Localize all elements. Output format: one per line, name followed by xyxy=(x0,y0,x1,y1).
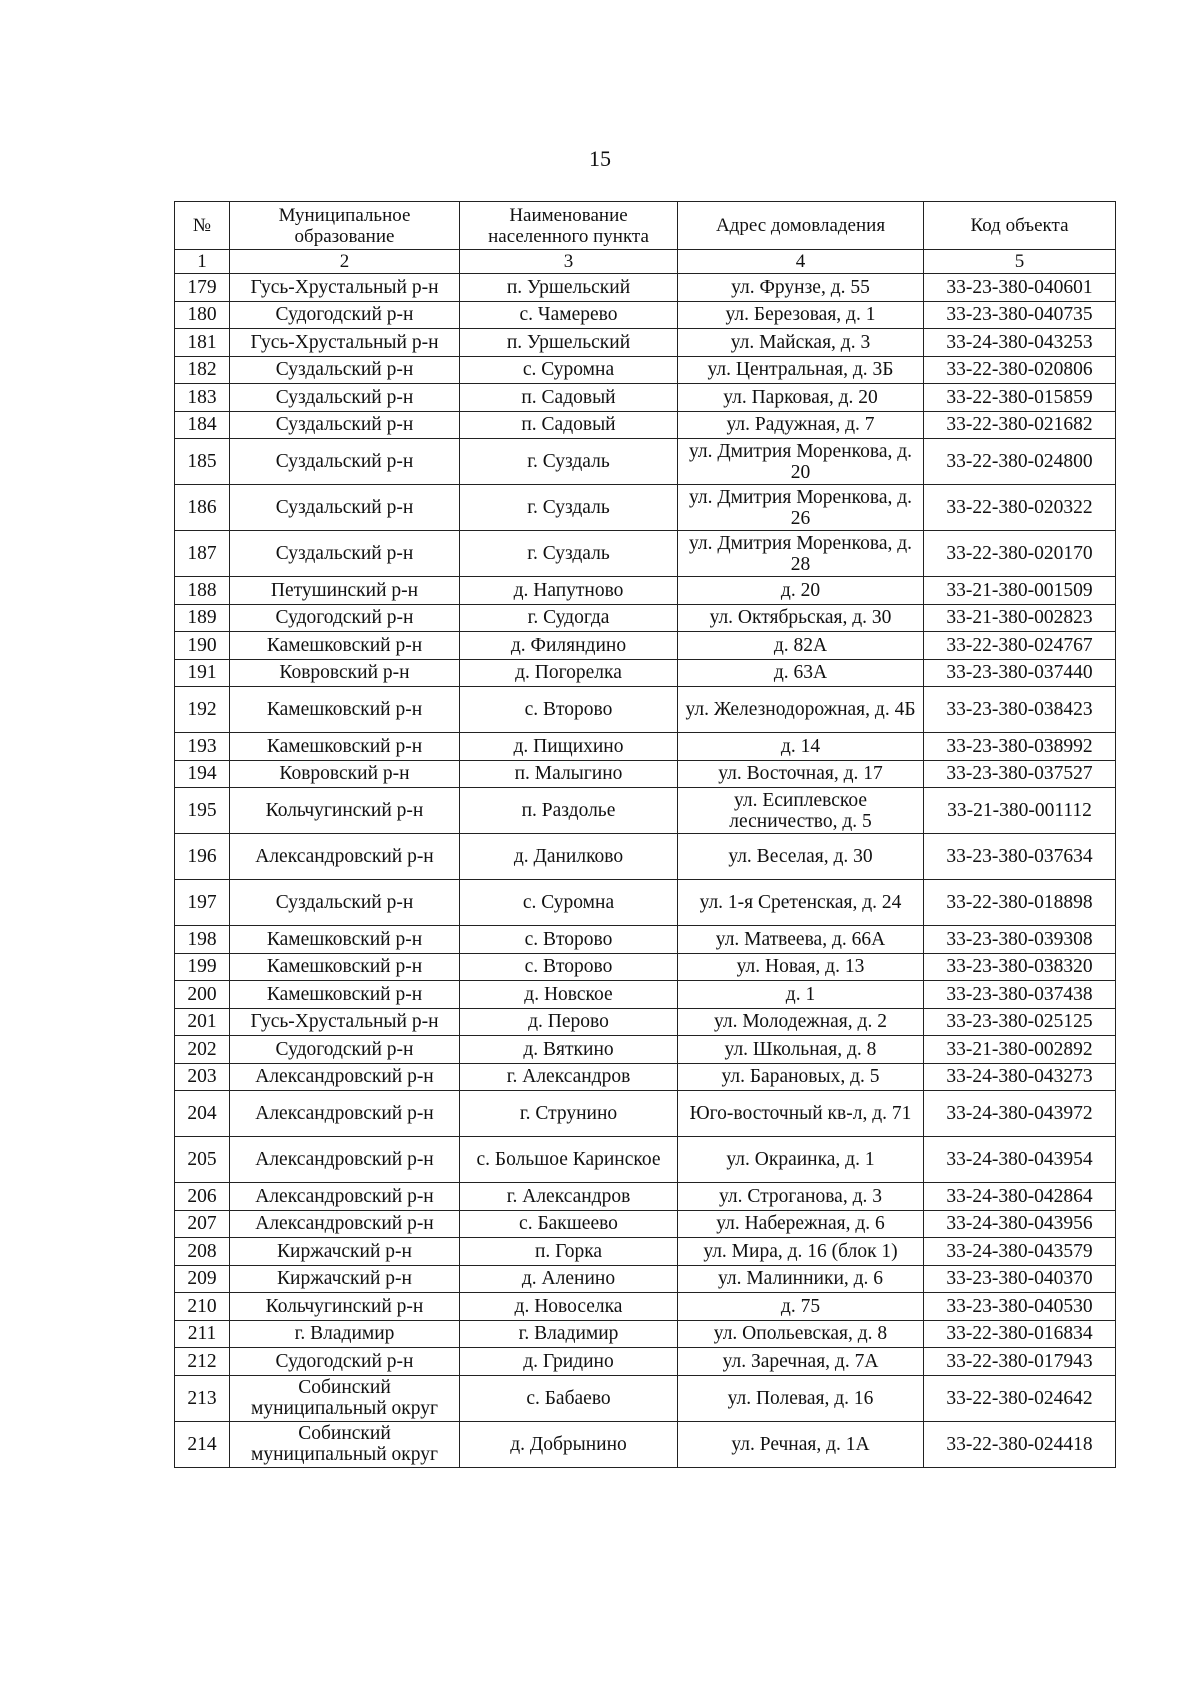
municipality-cell: Александровский р-н xyxy=(230,1210,460,1238)
object-code-cell: 33-23-380-040735 xyxy=(924,301,1116,329)
column-number: 2 xyxy=(230,250,460,274)
settlement-cell: г. Владимир xyxy=(460,1320,678,1348)
table-row xyxy=(175,384,1116,412)
object-code-cell: 33-23-380-037527 xyxy=(924,760,1116,788)
municipality-cell: Суздальский р-н xyxy=(230,439,460,485)
object-code-cell: 33-24-380-042864 xyxy=(924,1183,1116,1211)
row-number: 199 xyxy=(175,953,230,981)
settlement-cell: д. Пищихино xyxy=(460,733,678,761)
settlement-cell: п. Раздолье xyxy=(460,788,678,834)
address-cell: ул. Полевая, д. 16 xyxy=(678,1375,924,1421)
settlement-cell: д. Аленино xyxy=(460,1265,678,1293)
municipality-cell: Ковровский р-н xyxy=(230,760,460,788)
table-row xyxy=(175,1320,1116,1348)
municipality-cell: Суздальский р-н xyxy=(230,356,460,384)
table-row xyxy=(175,760,1116,788)
column-number: 3 xyxy=(460,250,678,274)
municipality-cell: Камешковский р-н xyxy=(230,687,460,733)
municipality-cell: Камешковский р-н xyxy=(230,632,460,660)
row-number: 208 xyxy=(175,1238,230,1266)
municipality-cell: Собинский муниципальный округ xyxy=(230,1375,460,1421)
settlement-cell: п. Садовый xyxy=(460,411,678,439)
settlement-cell: г. Суздаль xyxy=(460,485,678,531)
municipality-cell: Судогодский р-н xyxy=(230,1348,460,1376)
row-number: 186 xyxy=(175,485,230,531)
settlement-cell: г. Суздаль xyxy=(460,531,678,577)
row-number: 198 xyxy=(175,926,230,954)
object-code-cell: 33-23-380-037438 xyxy=(924,981,1116,1009)
settlement-cell: с. Бабаево xyxy=(460,1375,678,1421)
address-cell: ул. Парковая, д. 20 xyxy=(678,384,924,412)
header-object-code: Код объекта xyxy=(924,202,1116,250)
address-cell: ул. Малинники, д. 6 xyxy=(678,1265,924,1293)
object-code-cell: 33-22-380-024767 xyxy=(924,632,1116,660)
settlement-cell: с. Второво xyxy=(460,953,678,981)
row-number: 206 xyxy=(175,1183,230,1211)
address-cell: ул. Дмитрия Моренкова, д. 20 xyxy=(678,439,924,485)
table-row xyxy=(175,834,1116,880)
object-code-cell: 33-24-380-043273 xyxy=(924,1063,1116,1091)
row-number: 210 xyxy=(175,1293,230,1321)
object-code-cell: 33-23-380-040370 xyxy=(924,1265,1116,1293)
table-row xyxy=(175,953,1116,981)
row-number: 212 xyxy=(175,1348,230,1376)
address-cell: Юго-восточный кв-л, д. 71 xyxy=(678,1091,924,1137)
address-cell: ул. Центральная, д. 3Б xyxy=(678,356,924,384)
table-body xyxy=(175,274,1116,1468)
settlement-cell: д. Погорелка xyxy=(460,659,678,687)
row-number: 187 xyxy=(175,531,230,577)
settlement-cell: д. Новское xyxy=(460,981,678,1009)
object-code-cell: 33-21-380-002892 xyxy=(924,1036,1116,1064)
municipality-cell: Гусь-Хрустальный р-н xyxy=(230,329,460,357)
table-row xyxy=(175,1348,1116,1376)
settlement-cell: д. Вяткино xyxy=(460,1036,678,1064)
table-row xyxy=(175,1265,1116,1293)
table-row xyxy=(175,577,1116,605)
municipality-cell: Александровский р-н xyxy=(230,1063,460,1091)
object-code-cell: 33-23-380-040530 xyxy=(924,1293,1116,1321)
row-number: 196 xyxy=(175,834,230,880)
address-cell: ул. Железнодорожная, д. 4Б xyxy=(678,687,924,733)
object-code-cell: 33-21-380-002823 xyxy=(924,604,1116,632)
column-number: 4 xyxy=(678,250,924,274)
address-cell: ул. Восточная, д. 17 xyxy=(678,760,924,788)
object-code-cell: 33-23-380-038423 xyxy=(924,687,1116,733)
municipality-cell: Александровский р-н xyxy=(230,1091,460,1137)
settlement-cell: д. Гридино xyxy=(460,1348,678,1376)
row-number: 188 xyxy=(175,577,230,605)
row-number: 203 xyxy=(175,1063,230,1091)
row-number: 185 xyxy=(175,439,230,485)
row-number: 190 xyxy=(175,632,230,660)
address-cell: ул. Заречная, д. 7А xyxy=(678,1348,924,1376)
header-municipality: Муниципальное образование xyxy=(230,202,460,250)
municipality-cell: Киржачский р-н xyxy=(230,1238,460,1266)
table-header xyxy=(175,202,1116,274)
settlement-cell: с. Большое Каринское xyxy=(460,1137,678,1183)
settlement-cell: с. Второво xyxy=(460,687,678,733)
header-settlement: Наименование населенного пункта xyxy=(460,202,678,250)
row-number: 179 xyxy=(175,274,230,302)
object-code-cell: 33-23-380-037634 xyxy=(924,834,1116,880)
object-code-cell: 33-24-380-043972 xyxy=(924,1091,1116,1137)
column-number: 1 xyxy=(175,250,230,274)
object-code-cell: 33-22-380-018898 xyxy=(924,880,1116,926)
row-number: 184 xyxy=(175,411,230,439)
object-code-cell: 33-24-380-043954 xyxy=(924,1137,1116,1183)
address-cell: д. 1 xyxy=(678,981,924,1009)
table-row xyxy=(175,880,1116,926)
municipality-cell: Суздальский р-н xyxy=(230,485,460,531)
address-cell: ул. Новая, д. 13 xyxy=(678,953,924,981)
table-row xyxy=(175,632,1116,660)
row-number: 200 xyxy=(175,981,230,1009)
address-cell: ул. Веселая, д. 30 xyxy=(678,834,924,880)
table-row xyxy=(175,687,1116,733)
municipality-cell: Суздальский р-н xyxy=(230,384,460,412)
address-cell: ул. Мира, д. 16 (блок 1) xyxy=(678,1238,924,1266)
address-cell: ул. Окраинка, д. 1 xyxy=(678,1137,924,1183)
municipality-cell: Суздальский р-н xyxy=(230,880,460,926)
row-number: 191 xyxy=(175,659,230,687)
address-cell: д. 75 xyxy=(678,1293,924,1321)
object-code-cell: 33-21-380-001509 xyxy=(924,577,1116,605)
object-code-cell: 33-22-380-020170 xyxy=(924,531,1116,577)
address-cell: ул. Барановых, д. 5 xyxy=(678,1063,924,1091)
address-cell: ул. Строганова, д. 3 xyxy=(678,1183,924,1211)
table-row xyxy=(175,1008,1116,1036)
address-cell: д. 20 xyxy=(678,577,924,605)
table-row xyxy=(175,604,1116,632)
object-code-cell: 33-22-380-024800 xyxy=(924,439,1116,485)
municipality-cell: Кольчугинский р-н xyxy=(230,788,460,834)
table-row xyxy=(175,1183,1116,1211)
address-cell: ул. Октябрьская, д. 30 xyxy=(678,604,924,632)
municipality-cell: Судогодский р-н xyxy=(230,1036,460,1064)
municipality-cell: г. Владимир xyxy=(230,1320,460,1348)
settlement-cell: г. Суздаль xyxy=(460,439,678,485)
column-number-row xyxy=(175,250,1116,274)
object-code-cell: 33-22-380-020806 xyxy=(924,356,1116,384)
municipality-cell: Гусь-Хрустальный р-н xyxy=(230,1008,460,1036)
table-row xyxy=(175,733,1116,761)
settlement-cell: с. Второво xyxy=(460,926,678,954)
settlement-cell: с. Суромна xyxy=(460,880,678,926)
table-row xyxy=(175,926,1116,954)
object-code-cell: 33-22-380-024418 xyxy=(924,1421,1116,1467)
settlement-cell: с. Суромна xyxy=(460,356,678,384)
row-number: 209 xyxy=(175,1265,230,1293)
table-row xyxy=(175,1293,1116,1321)
settlement-cell: д. Напутново xyxy=(460,577,678,605)
settlement-cell: д. Новоселка xyxy=(460,1293,678,1321)
table-row xyxy=(175,329,1116,357)
table-row xyxy=(175,439,1116,485)
table-row xyxy=(175,356,1116,384)
municipality-cell: Суздальский р-н xyxy=(230,531,460,577)
object-code-cell: 33-23-380-040601 xyxy=(924,274,1116,302)
row-number: 183 xyxy=(175,384,230,412)
object-code-cell: 33-22-380-020322 xyxy=(924,485,1116,531)
municipality-cell: Камешковский р-н xyxy=(230,733,460,761)
header-row xyxy=(175,202,1116,250)
address-cell: ул. Школьная, д. 8 xyxy=(678,1036,924,1064)
municipality-cell: Судогодский р-н xyxy=(230,301,460,329)
address-cell: д. 82А xyxy=(678,632,924,660)
municipality-cell: Ковровский р-н xyxy=(230,659,460,687)
address-cell: ул. Молодежная, д. 2 xyxy=(678,1008,924,1036)
table-row xyxy=(175,531,1116,577)
municipality-cell: Камешковский р-н xyxy=(230,981,460,1009)
table-row xyxy=(175,274,1116,302)
row-number: 193 xyxy=(175,733,230,761)
settlement-cell: г. Александров xyxy=(460,1183,678,1211)
table-row xyxy=(175,1375,1116,1421)
municipality-cell: Камешковский р-н xyxy=(230,953,460,981)
municipality-cell: Киржачский р-н xyxy=(230,1265,460,1293)
object-code-cell: 33-23-380-025125 xyxy=(924,1008,1116,1036)
settlement-cell: д. Данилково xyxy=(460,834,678,880)
settlement-cell: с. Бакшеево xyxy=(460,1210,678,1238)
municipality-cell: Гусь-Хрустальный р-н xyxy=(230,274,460,302)
header-number: № xyxy=(175,202,230,250)
object-code-cell: 33-23-380-038992 xyxy=(924,733,1116,761)
municipality-cell: Александровский р-н xyxy=(230,1183,460,1211)
row-number: 197 xyxy=(175,880,230,926)
table-row xyxy=(175,981,1116,1009)
table-row xyxy=(175,1421,1116,1467)
row-number: 189 xyxy=(175,604,230,632)
municipality-cell: Камешковский р-н xyxy=(230,926,460,954)
municipality-cell: Александровский р-н xyxy=(230,1137,460,1183)
address-cell: ул. Фрунзе, д. 55 xyxy=(678,274,924,302)
settlement-cell: г. Александров xyxy=(460,1063,678,1091)
page-number: 15 xyxy=(589,146,611,171)
row-number: 205 xyxy=(175,1137,230,1183)
row-number: 195 xyxy=(175,788,230,834)
table-row xyxy=(175,659,1116,687)
settlement-cell: п. Горка xyxy=(460,1238,678,1266)
row-number: 180 xyxy=(175,301,230,329)
object-code-cell: 33-22-380-015859 xyxy=(924,384,1116,412)
row-number: 181 xyxy=(175,329,230,357)
registry-table xyxy=(174,201,1116,1468)
settlement-cell: г. Судогда xyxy=(460,604,678,632)
address-cell: ул. Речная, д. 1А xyxy=(678,1421,924,1467)
row-number: 202 xyxy=(175,1036,230,1064)
object-code-cell: 33-23-380-038320 xyxy=(924,953,1116,981)
object-code-cell: 33-22-380-021682 xyxy=(924,411,1116,439)
column-number: 5 xyxy=(924,250,1116,274)
address-cell: д. 63А xyxy=(678,659,924,687)
settlement-cell: д. Добрынино xyxy=(460,1421,678,1467)
municipality-cell: Петушинский р-н xyxy=(230,577,460,605)
row-number: 201 xyxy=(175,1008,230,1036)
row-number: 214 xyxy=(175,1421,230,1467)
table-row xyxy=(175,1210,1116,1238)
row-number: 213 xyxy=(175,1375,230,1421)
table-row xyxy=(175,1036,1116,1064)
settlement-cell: д. Филяндино xyxy=(460,632,678,660)
municipality-cell: Судогодский р-н xyxy=(230,604,460,632)
address-cell: ул. Опольевская, д. 8 xyxy=(678,1320,924,1348)
table-row xyxy=(175,411,1116,439)
address-cell: ул. Дмитрия Моренкова, д. 26 xyxy=(678,485,924,531)
table-row xyxy=(175,1238,1116,1266)
table-row xyxy=(175,1137,1116,1183)
municipality-cell: Собинский муниципальный округ xyxy=(230,1421,460,1467)
object-code-cell: 33-24-380-043579 xyxy=(924,1238,1116,1266)
address-cell: ул. Майская, д. 3 xyxy=(678,329,924,357)
address-cell: ул. Березовая, д. 1 xyxy=(678,301,924,329)
settlement-cell: д. Перово xyxy=(460,1008,678,1036)
table-row xyxy=(175,1063,1116,1091)
object-code-cell: 33-24-380-043253 xyxy=(924,329,1116,357)
address-cell: ул. Дмитрия Моренкова, д. 28 xyxy=(678,531,924,577)
settlement-cell: п. Малыгино xyxy=(460,760,678,788)
municipality-cell: Кольчугинский р-н xyxy=(230,1293,460,1321)
table-row xyxy=(175,301,1116,329)
settlement-cell: г. Струнино xyxy=(460,1091,678,1137)
table-row xyxy=(175,788,1116,834)
object-code-cell: 33-23-380-037440 xyxy=(924,659,1116,687)
object-code-cell: 33-23-380-039308 xyxy=(924,926,1116,954)
object-code-cell: 33-22-380-016834 xyxy=(924,1320,1116,1348)
municipality-cell: Суздальский р-н xyxy=(230,411,460,439)
object-code-cell: 33-21-380-001112 xyxy=(924,788,1116,834)
row-number: 207 xyxy=(175,1210,230,1238)
settlement-cell: п. Уршельский xyxy=(460,329,678,357)
row-number: 194 xyxy=(175,760,230,788)
address-cell: ул. Матвеева, д. 66А xyxy=(678,926,924,954)
object-code-cell: 33-22-380-017943 xyxy=(924,1348,1116,1376)
row-number: 204 xyxy=(175,1091,230,1137)
row-number: 211 xyxy=(175,1320,230,1348)
settlement-cell: п. Садовый xyxy=(460,384,678,412)
row-number: 182 xyxy=(175,356,230,384)
table-row xyxy=(175,1091,1116,1137)
address-cell: ул. Набережная, д. 6 xyxy=(678,1210,924,1238)
table-row xyxy=(175,485,1116,531)
address-cell: ул. Радужная, д. 7 xyxy=(678,411,924,439)
settlement-cell: с. Чамерево xyxy=(460,301,678,329)
object-code-cell: 33-22-380-024642 xyxy=(924,1375,1116,1421)
object-code-cell: 33-24-380-043956 xyxy=(924,1210,1116,1238)
row-number: 192 xyxy=(175,687,230,733)
address-cell: ул. Есиплевское лесничество, д. 5 xyxy=(678,788,924,834)
address-cell: ул. 1-я Сретенская, д. 24 xyxy=(678,880,924,926)
address-cell: д. 14 xyxy=(678,733,924,761)
municipality-cell: Александровский р-н xyxy=(230,834,460,880)
header-address: Адрес домовладения xyxy=(678,202,924,250)
settlement-cell: п. Уршельский xyxy=(460,274,678,302)
